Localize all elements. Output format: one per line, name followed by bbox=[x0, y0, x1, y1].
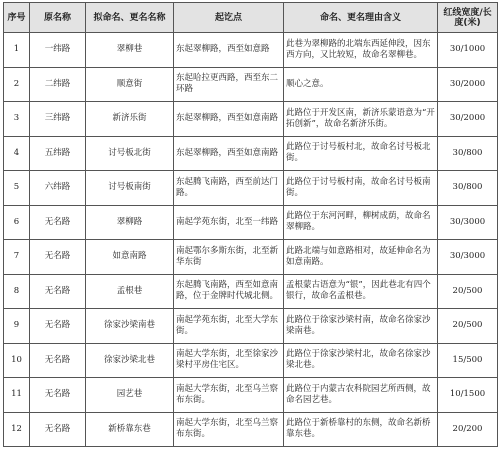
cell-no: 3 bbox=[4, 102, 30, 137]
cell-range: 南起学苑东街，北至大学东街。 bbox=[174, 309, 284, 344]
cell-size: 15/500 bbox=[438, 343, 498, 378]
cell-reason: 此巷为翠柳路的北端东西延伸段，因东西方向，又比较短，故命名翠柳巷。 bbox=[284, 33, 438, 68]
cell-new-name: 新济乐街 bbox=[86, 102, 174, 137]
cell-range: 东起哈拉更西路，西至东二环路 bbox=[174, 67, 284, 102]
cell-size: 20/500 bbox=[438, 274, 498, 309]
cell-size: 10/1500 bbox=[438, 378, 498, 413]
table-row bbox=[4, 240, 498, 275]
cell-reason: 此路位于徐家沙梁村北，故命名徐家沙梁北巷。 bbox=[284, 343, 438, 378]
cell-new-name: 顺意街 bbox=[86, 67, 174, 102]
cell-range: 东起翠柳路，西至如意路 bbox=[174, 33, 284, 68]
road-naming-table bbox=[3, 2, 498, 447]
cell-range: 南起大学东街，北至乌兰察布东街。 bbox=[174, 378, 284, 413]
table-header bbox=[4, 3, 498, 33]
cell-size: 30/2000 bbox=[438, 102, 498, 137]
cell-new-name: 园艺巷 bbox=[86, 378, 174, 413]
cell-no: 6 bbox=[4, 205, 30, 240]
header-old-name: 原名称 bbox=[30, 3, 86, 33]
cell-reason: 顺心之意。 bbox=[284, 67, 438, 102]
cell-new-name: 翠柳巷 bbox=[86, 33, 174, 68]
cell-reason: 此路位于东河河畔，柳树成荫，故命名翠柳路。 bbox=[284, 205, 438, 240]
cell-reason: 孟根蒙古语意为“银”，因此巷北有四个银行，故命名孟根巷。 bbox=[284, 274, 438, 309]
cell-old-name: 无名路 bbox=[30, 274, 86, 309]
cell-reason: 此路北端与如意路相对，故延伸命名为如意南路。 bbox=[284, 240, 438, 275]
table-row bbox=[4, 343, 498, 378]
cell-no: 5 bbox=[4, 171, 30, 206]
cell-size: 20/500 bbox=[438, 309, 498, 344]
cell-new-name: 如意南路 bbox=[86, 240, 174, 275]
table-row bbox=[4, 274, 498, 309]
cell-no: 12 bbox=[4, 412, 30, 447]
cell-new-name: 孟根巷 bbox=[86, 274, 174, 309]
cell-no: 4 bbox=[4, 136, 30, 171]
cell-reason: 此路位于徐家沙梁村南，故命名徐家沙梁南巷。 bbox=[284, 309, 438, 344]
cell-range: 东起腾飞南路，西至如意南路，位于金牌时代城北侧。 bbox=[174, 274, 284, 309]
cell-size: 30/2000 bbox=[438, 67, 498, 102]
header-no: 序号 bbox=[4, 3, 30, 33]
cell-range: 东起翠柳路，西至如意南路 bbox=[174, 102, 284, 137]
cell-reason: 此路位于内蒙古农科院园艺所西侧，故命名园艺巷。 bbox=[284, 378, 438, 413]
cell-size: 30/800 bbox=[438, 136, 498, 171]
cell-new-name: 徐家沙梁南巷 bbox=[86, 309, 174, 344]
cell-old-name: 无名路 bbox=[30, 205, 86, 240]
cell-range: 南起大学东街，北至徐家沙梁村平房住宅区。 bbox=[174, 343, 284, 378]
cell-size: 30/3000 bbox=[438, 240, 498, 275]
cell-no: 7 bbox=[4, 240, 30, 275]
cell-no: 8 bbox=[4, 274, 30, 309]
cell-range: 南起大学东街，北至乌兰察布东街。 bbox=[174, 412, 284, 447]
table-body bbox=[4, 33, 498, 447]
cell-size: 30/800 bbox=[438, 171, 498, 206]
cell-no: 10 bbox=[4, 343, 30, 378]
table-row bbox=[4, 378, 498, 413]
cell-new-name: 讨号板北街 bbox=[86, 136, 174, 171]
header-row bbox=[4, 3, 498, 33]
table-row bbox=[4, 171, 498, 206]
cell-range: 南起学苑东街，北至一纬路 bbox=[174, 205, 284, 240]
cell-no: 11 bbox=[4, 378, 30, 413]
table-row bbox=[4, 67, 498, 102]
cell-size: 30/3000 bbox=[438, 205, 498, 240]
cell-old-name: 无名路 bbox=[30, 240, 86, 275]
cell-old-name: 无名路 bbox=[30, 378, 86, 413]
table-row bbox=[4, 33, 498, 68]
cell-no: 2 bbox=[4, 67, 30, 102]
cell-reason: 此路位于开发区南，新济乐蒙语意为“开拓创新”，故命名新济乐街。 bbox=[284, 102, 438, 137]
table-row bbox=[4, 412, 498, 447]
cell-old-name: 二纬路 bbox=[30, 67, 86, 102]
cell-old-name: 三纬路 bbox=[30, 102, 86, 137]
cell-no: 1 bbox=[4, 33, 30, 68]
cell-reason: 此路位于讨号板村南，故命名讨号板南街。 bbox=[284, 171, 438, 206]
header-reason: 命名、更名理由含义 bbox=[284, 3, 438, 33]
header-new-name: 拟命名、更名名称 bbox=[86, 3, 174, 33]
cell-size: 20/200 bbox=[438, 412, 498, 447]
cell-size: 30/1000 bbox=[438, 33, 498, 68]
cell-reason: 此路位于讨号板村北，故命名讨号板北街。 bbox=[284, 136, 438, 171]
cell-old-name: 一纬路 bbox=[30, 33, 86, 68]
cell-new-name: 讨号板南街 bbox=[86, 171, 174, 206]
cell-old-name: 无名路 bbox=[30, 412, 86, 447]
cell-old-name: 无名路 bbox=[30, 309, 86, 344]
header-size: 红线宽度/长度(米) bbox=[438, 3, 498, 33]
cell-no: 9 bbox=[4, 309, 30, 344]
cell-old-name: 五纬路 bbox=[30, 136, 86, 171]
cell-range: 东起翠柳路，西至如意南路 bbox=[174, 136, 284, 171]
table-row bbox=[4, 205, 498, 240]
cell-range: 东起腾飞南路，西至前达门路。 bbox=[174, 171, 284, 206]
cell-range: 南起鄂尔多斯东街，北至新华东街 bbox=[174, 240, 284, 275]
table-row bbox=[4, 102, 498, 137]
header-range: 起讫点 bbox=[174, 3, 284, 33]
table-row bbox=[4, 136, 498, 171]
cell-new-name: 翠柳路 bbox=[86, 205, 174, 240]
cell-reason: 此路位于新桥靠村的东侧，故命名新桥靠东巷。 bbox=[284, 412, 438, 447]
cell-old-name: 无名路 bbox=[30, 343, 86, 378]
table-row bbox=[4, 309, 498, 344]
cell-old-name: 六纬路 bbox=[30, 171, 86, 206]
cell-new-name: 徐家沙梁北巷 bbox=[86, 343, 174, 378]
cell-new-name: 新桥靠东巷 bbox=[86, 412, 174, 447]
